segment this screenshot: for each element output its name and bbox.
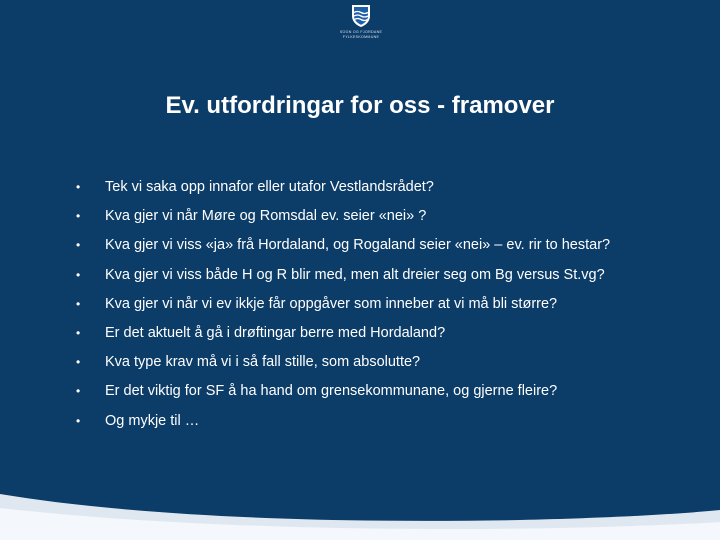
bullet-text: Kva gjer vi viss «ja» frå Hordaland, og Rogaland seier «nei» – ev. rir to hestar? — [105, 237, 611, 254]
bullet-dot: • — [76, 384, 81, 399]
bullet-dot: • — [76, 413, 81, 428]
bullet-item — [0, 234, 720, 263]
bullet-item — [0, 380, 720, 409]
bullet-item — [0, 293, 720, 322]
bullet-dot: • — [76, 209, 81, 224]
bullet-item — [0, 351, 720, 380]
bullet-text: Er det aktuelt å gå i drøftingar berre med Hordaland? — [105, 324, 446, 341]
bullet-text: Kva gjer vi viss både H og R blir med, men alt dreier seg om Bg versus St.vg? — [105, 266, 605, 283]
county-shield-icon — [351, 4, 371, 28]
logo-line-1: SOGN OG FJORDANE — [339, 30, 383, 34]
bullet-item — [0, 264, 720, 293]
bullet-item — [0, 322, 720, 351]
bullet-dot: • — [76, 238, 81, 253]
bullet-text: Kva type krav må vi i så fall stille, som absolutte? — [105, 354, 421, 371]
bullet-dot: • — [76, 325, 81, 340]
county-logo — [330, 4, 392, 48]
bullet-item — [0, 176, 720, 205]
bullet-text: Er det viktig for SF å ha hand om grensekommunane, og gjerne fleire? — [105, 383, 558, 400]
bullet-text: Og mykje til … — [105, 412, 200, 429]
bullet-list — [0, 176, 720, 439]
logo-text — [330, 30, 392, 39]
bullet-dot: • — [76, 180, 81, 194]
bullet-dot: • — [76, 355, 81, 370]
logo-line-2: FYLKESKOMMUNE — [342, 34, 380, 39]
bullet-text: Kva gjer vi når Møre og Romsdal ev. seier «nei» ? — [105, 208, 427, 225]
bottom-swoosh-decoration — [0, 480, 720, 540]
bullet-item — [0, 205, 720, 234]
bullet-item — [0, 410, 720, 439]
bullet-text: Kva gjer vi når vi ev ikkje får oppgåver som inneber at vi må bli større? — [105, 295, 558, 312]
slide-title: Ev. utfordringar for oss - framover — [165, 92, 555, 119]
bullet-text: Tek vi saka opp innafor eller utafor Vestlandsrådet? — [105, 179, 434, 195]
bullet-dot: • — [76, 296, 81, 311]
bullet-dot: • — [76, 267, 81, 282]
